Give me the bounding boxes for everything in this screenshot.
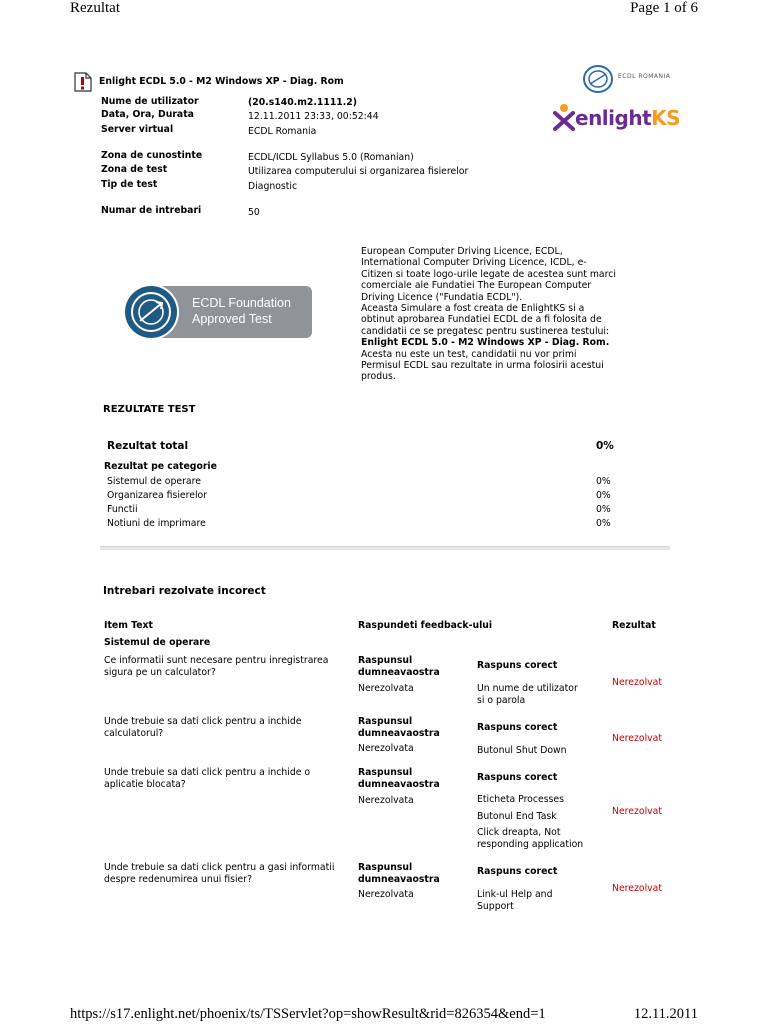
correct-answer-label: Raspuns corect: [477, 772, 558, 783]
question-text: Unde trebuie sa dati click pentru a gasi informatii despre redenumirea unui fisier?: [104, 862, 335, 885]
ecdl-romania-logo: [582, 64, 618, 94]
col-result: Rezultat: [612, 620, 656, 631]
info-label-question-count: Numar de intrebari: [101, 205, 202, 216]
enlight-logo-text: enlightKS: [575, 106, 681, 130]
disclaimer-line: Acesta nu este un test, candidatii nu vor primi: [361, 348, 577, 360]
result-status: Nerezolvat: [612, 883, 663, 894]
disclaimer-test-name: Enlight ECDL 5.0 - M2 Windows XP - Diag. Rom.: [361, 337, 610, 349]
info-value-date: 12.11.2011 23:33, 00:52:44: [248, 111, 379, 122]
disclaimer-line: obtinut aprobarea Fundatiei ECDL de a fi folosita de: [361, 314, 602, 326]
category-name: Organizarea fisierelor: [107, 490, 208, 501]
ecdl-foundation-badge: [122, 283, 312, 341]
question-text: Unde trebuie sa dati click pentru a inchide o aplicatie blocata?: [104, 767, 311, 790]
info-value-question-count: 50: [248, 207, 260, 218]
your-answer-value: Nerezolvata: [358, 795, 414, 806]
disclaimer-line: Permisul ECDL sau rezultate in urma folosirii acestui: [361, 360, 604, 372]
info-label-knowledge-area: Zona de cunostinte: [101, 150, 203, 161]
foundation-badge-line1: ECDL Foundation: [192, 296, 291, 310]
category-value: 0%: [596, 504, 611, 515]
incorrect-heading: Intrebari rezolvate incorect: [103, 585, 266, 597]
correct-answer-value: Butonul End Task: [477, 811, 557, 822]
your-answer-label: Raspunsul dumneavaostra: [358, 767, 440, 790]
info-value-test-area: Utilizarea computerului si organizarea fisierelor: [248, 166, 469, 177]
info-label-test-area: Zona de test: [101, 164, 168, 175]
disclaimer-line: Aceasta Simulare a fost creata de EnlightKS si a: [361, 303, 585, 315]
info-label-user: Nume de utilizator: [101, 96, 199, 107]
question-text: Ce informatii sunt necesare pentru inregistrarea sigura pe un calculator?: [104, 655, 329, 678]
section-name: Sistemul de operare: [104, 637, 211, 648]
correct-answer-label: Raspuns corect: [477, 660, 558, 671]
correct-answer-label: Raspuns corect: [477, 722, 558, 733]
disclaimer-line: comerciale ale Fundatiei The European Computer: [361, 280, 592, 292]
correct-answer-label: Raspuns corect: [477, 866, 558, 877]
info-label-server: Server virtual: [101, 124, 174, 135]
correct-answer-value: Un nume de utilizator si o parola: [477, 683, 578, 706]
correct-answer-value: Link-ul Help and Support: [477, 889, 553, 912]
category-name: Notiuni de imprimare: [107, 518, 206, 529]
disclaimer-line: candidatii ce se pregatesc pentru sustinerea testului:: [361, 325, 610, 337]
your-answer-label: Raspunsul dumneavaostra: [358, 862, 440, 885]
print-header-title: Rezultat: [70, 0, 120, 16]
info-value-user: (20.s140.m2.1111.2): [248, 97, 358, 108]
correct-answer-value: Eticheta Processes: [477, 794, 564, 805]
total-result-label: Rezultat total: [107, 440, 189, 452]
info-value-knowledge-area: ECDL/ICDL Syllabus 5.0 (Romanian): [248, 152, 414, 163]
results-heading: REZULTATE TEST: [103, 404, 196, 415]
info-value-test-type: Diagnostic: [248, 181, 298, 192]
your-answer-label: Raspunsul dumneavaostra: [358, 655, 440, 678]
correct-answer-value: Butonul Shut Down: [477, 745, 567, 756]
category-name: Functii: [107, 504, 138, 515]
disclaimer-line: Citizen si toate logo-urile legate de acestea sunt marci: [361, 268, 616, 280]
category-name: Sistemul de operare: [107, 476, 201, 487]
col-answers: Raspundeti feedback-ului: [358, 620, 493, 631]
ecdl-romania-logo-text: ECDL ROMANIA: [618, 73, 671, 80]
document-alert-icon: [73, 72, 93, 92]
category-value: 0%: [596, 490, 611, 501]
info-label-test-type: Tip de test: [101, 179, 158, 190]
result-status: Nerezolvat: [612, 806, 663, 817]
print-header-page: Page 1 of 6: [630, 0, 698, 16]
foundation-badge-line2: Approved Test: [192, 312, 272, 326]
disclaimer-line: Driving Licence ("Fundatia ECDL").: [361, 291, 523, 303]
section-divider: [100, 546, 670, 550]
info-label-date: Data, Ora, Durata: [101, 109, 194, 120]
category-value: 0%: [596, 518, 611, 529]
total-result-value: 0%: [596, 440, 614, 452]
result-status: Nerezolvat: [612, 677, 663, 688]
info-value-server: ECDL Romania: [248, 126, 317, 137]
correct-answer-value: Click dreapta, Not responding application: [477, 827, 584, 850]
your-answer-label: Raspunsul dumneavaostra: [358, 716, 440, 739]
disclaimer-line: produs.: [361, 371, 396, 383]
disclaimer-text: [361, 246, 651, 383]
test-title: Enlight ECDL 5.0 - M2 Windows XP - Diag. Rom: [99, 76, 344, 87]
disclaimer-line: International Computer Driving Licence, ICDL, e-: [361, 257, 587, 269]
result-status: Nerezolvat: [612, 733, 663, 744]
category-results-heading: Rezultat pe categorie: [104, 461, 217, 472]
print-footer-date: 12.11.2011: [633, 1006, 698, 1022]
your-answer-value: Nerezolvata: [358, 889, 414, 900]
disclaimer-line: European Computer Driving Licence, ECDL,: [361, 246, 563, 257]
enlight-logo-figure: [553, 103, 575, 131]
your-answer-value: Nerezolvata: [358, 743, 414, 754]
category-value: 0%: [596, 476, 611, 487]
col-item-text: Item Text: [104, 620, 153, 631]
question-text: Unde trebuie sa dati click pentru a inchide calculatorul?: [104, 716, 302, 739]
your-answer-value: Nerezolvata: [358, 683, 414, 694]
print-footer-url[interactable]: https://s17.enlight.net/phoenix/ts/TSServlet?op=showResult&rid=826354&end=1: [70, 1006, 546, 1022]
